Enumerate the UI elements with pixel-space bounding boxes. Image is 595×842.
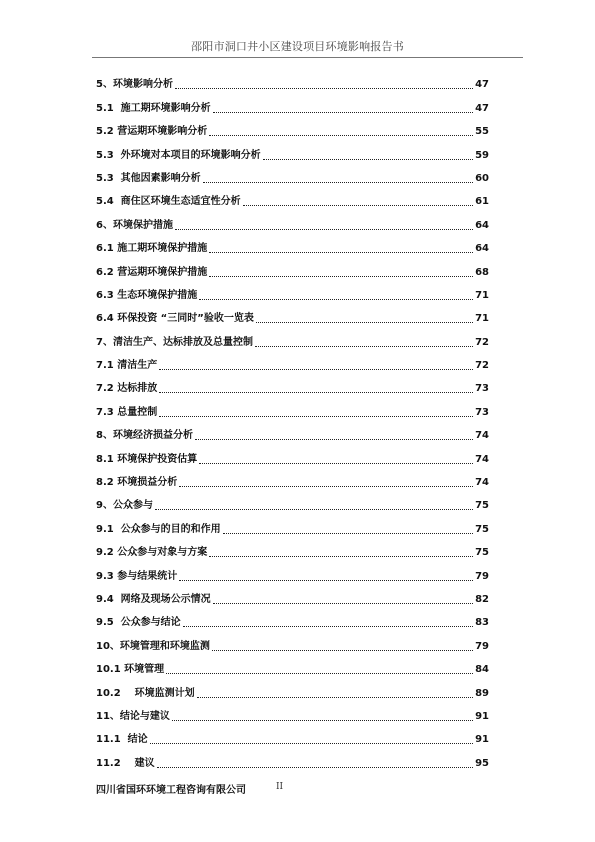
toc-entry[interactable] [96,746,489,769]
footer-page-number: II [276,782,284,792]
dot-leader [166,673,473,674]
toc-entry-page-number: 64 [475,219,489,231]
toc-entry-page-number: 64 [475,243,489,255]
dot-leader [157,767,473,768]
toc-entry-title: 6.2 营运期环境保护措施 [96,266,208,278]
toc-entry-title: 6.4 环保投资 “三同时”验收一览表 [96,313,254,325]
toc-entry[interactable] [96,442,489,465]
toc-entry-page-number: 74 [475,477,489,489]
dot-leader [150,743,473,744]
toc-entry-page-number: 91 [475,710,489,722]
toc-entry-title: 10.1 环境管理 [96,664,165,676]
dot-leader [159,416,473,417]
toc-entry-title: 7.1 清洁生产 [96,360,158,372]
toc-entry-title: 5.3 外环境对本项目的环境影响分析 [96,149,261,161]
toc-entry[interactable] [96,700,489,723]
toc-entry-page-number: 61 [475,196,489,208]
toc-entry-page-number: 59 [475,149,489,161]
toc-entry[interactable] [96,255,489,278]
running-header-title: 邵阳市洞口井小区建设项目环境影响报告书 [191,40,404,53]
toc-entry-page-number: 71 [475,289,489,301]
toc-entry[interactable] [96,349,489,372]
toc-entry[interactable] [96,91,489,114]
toc-entry-page-number: 82 [475,593,489,605]
toc-entry-title: 6.1 施工期环境保护措施 [96,243,208,255]
dot-leader [155,509,473,510]
toc-entry[interactable] [96,325,489,348]
toc-entry-title: 5.2 营运期环境影响分析 [96,126,208,138]
dot-leader [195,439,473,440]
toc-entry-page-number: 73 [475,383,489,395]
dot-leader [159,369,473,370]
dot-leader [213,112,473,113]
dot-leader [159,392,473,393]
toc-entry-title: 7.2 达标排放 [96,383,158,395]
dot-leader [209,135,473,136]
toc-entry-title: 9.1 公众参与的目的和作用 [96,523,221,535]
dot-leader [179,580,473,581]
toc-entry-page-number: 91 [475,734,489,746]
toc-entry[interactable] [96,653,489,676]
toc-entry-page-number: 75 [475,523,489,535]
toc-entry-page-number: 73 [475,406,489,418]
header-divider [92,57,523,58]
toc-entry[interactable] [96,723,489,746]
dot-leader [175,229,473,230]
toc-entry-page-number: 74 [475,430,489,442]
toc-entry-title: 5.4 商住区环境生态适宜性分析 [96,196,241,208]
toc-entry-title: 5.3 其他因素影响分析 [96,172,201,184]
toc-entry-page-number: 75 [475,547,489,559]
toc-entry-page-number: 72 [475,336,489,348]
toc-entry[interactable] [96,232,489,255]
dot-leader [199,463,473,464]
toc-entry[interactable] [96,372,489,395]
dot-leader [199,299,473,300]
toc-entry-title: 8.2 环境损益分析 [96,477,178,489]
toc-entry-title: 9、公众参与 [96,500,153,512]
toc-entry-title: 11.1 结论 [96,734,148,746]
toc-entry-page-number: 60 [475,172,489,184]
dot-leader [255,346,473,347]
toc-entry-title: 11.2 建议 [96,757,155,769]
toc-entry-title: 9.4 网络及现场公示情况 [96,593,211,605]
toc-entry[interactable] [96,489,489,512]
toc-entry-title: 11、结论与建议 [96,710,170,722]
dot-leader [183,626,473,627]
toc-entry[interactable] [96,676,489,699]
dot-leader [209,556,473,557]
dot-leader [203,182,473,183]
toc-entry[interactable] [96,162,489,185]
dot-leader [243,205,473,206]
table-of-contents [96,68,489,770]
toc-entry-title: 5、环境影响分析 [96,79,173,91]
toc-entry-title: 9.2 公众参与对象与方案 [96,547,208,559]
toc-entry[interactable] [96,185,489,208]
footer-company: 四川省国环环境工程咨询有限公司 [96,785,246,796]
dot-leader [179,486,473,487]
toc-entry[interactable] [96,536,489,559]
toc-entry-title: 5.1 施工期环境影响分析 [96,102,211,114]
toc-entry[interactable] [96,466,489,489]
toc-entry-title: 8、环境经济损益分析 [96,430,193,442]
toc-entry-page-number: 47 [475,79,489,91]
dot-leader [209,252,473,253]
toc-entry[interactable] [96,629,489,652]
toc-entry[interactable] [96,512,489,535]
toc-entry[interactable] [96,138,489,161]
toc-entry-page-number: 55 [475,126,489,138]
toc-entry-title: 10.2 环境监测计划 [96,687,195,699]
dot-leader [256,322,473,323]
dot-leader [213,603,473,604]
toc-entry[interactable] [96,583,489,606]
toc-entry-page-number: 95 [475,757,489,769]
dot-leader [263,159,473,160]
dot-leader [197,697,473,698]
toc-entry-page-number: 71 [475,313,489,325]
toc-entry-title: 9.3 参与结果统计 [96,570,178,582]
toc-entry-page-number: 79 [475,640,489,652]
toc-entry-title: 9.5 公众参与结论 [96,617,181,629]
toc-entry[interactable] [96,115,489,138]
toc-entry-page-number: 72 [475,360,489,372]
dot-leader [223,533,473,534]
toc-entry-title: 6.3 生态环境保护措施 [96,289,198,301]
toc-entry-page-number: 84 [475,664,489,676]
toc-entry[interactable] [96,279,489,302]
toc-entry-page-number: 75 [475,500,489,512]
toc-entry[interactable] [96,208,489,231]
toc-entry-page-number: 74 [475,453,489,465]
toc-entry[interactable] [96,559,489,582]
toc-entry-title: 8.1 环境保护投资估算 [96,453,198,465]
toc-entry[interactable] [96,68,489,91]
toc-entry-page-number: 47 [475,102,489,114]
toc-entry-page-number: 68 [475,266,489,278]
dot-leader [175,88,473,89]
toc-entry[interactable] [96,419,489,442]
dot-leader [172,720,473,721]
dot-leader [212,650,473,651]
toc-entry-page-number: 83 [475,617,489,629]
dot-leader [209,276,473,277]
toc-entry-title: 6、环境保护措施 [96,219,173,231]
toc-entry-title: 7、清洁生产、达标排放及总量控制 [96,336,253,348]
toc-entry[interactable] [96,606,489,629]
toc-entry-title: 7.3 总量控制 [96,406,158,418]
toc-entry-page-number: 89 [475,687,489,699]
toc-entry[interactable] [96,302,489,325]
toc-entry-page-number: 79 [475,570,489,582]
toc-entry-title: 10、环境管理和环境监测 [96,640,210,652]
toc-entry[interactable] [96,395,489,418]
